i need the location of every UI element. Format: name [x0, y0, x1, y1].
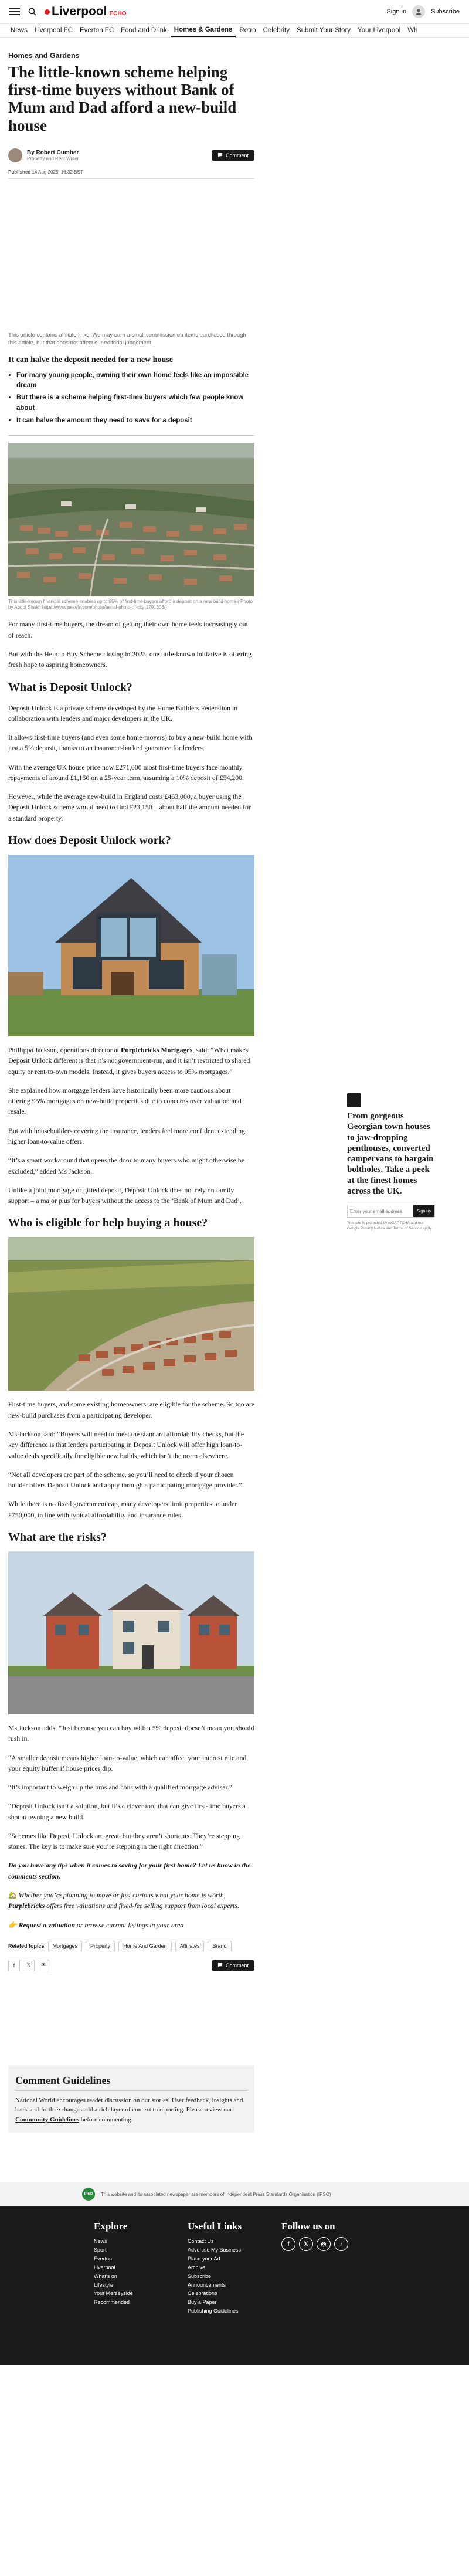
tiktok-icon[interactable]: ♪ [334, 2237, 348, 2251]
related-topics-label: Related topics [8, 1943, 45, 1949]
cta-text: or browse current listings in your area [75, 1920, 184, 1929]
purplebricks-link[interactable]: Purplebricks [8, 1902, 45, 1910]
request-valuation-link[interactable]: Request a valuation [18, 1920, 76, 1929]
footer-link[interactable]: News [94, 2238, 107, 2245]
ipso-badge-icon[interactable]: IPSO [82, 2188, 95, 2201]
logo-sub: ECHO [109, 10, 127, 17]
comment-button[interactable] [212, 1960, 254, 1971]
standfirst: It can halve the deposit needed for a new house [8, 355, 173, 364]
share-row [8, 1960, 254, 1971]
related-topics [8, 1941, 254, 1951]
guidelines-title: Comment Guidelines [15, 2075, 247, 2091]
footer-link[interactable]: Recommended [94, 2299, 130, 2306]
recaptcha-notice: This site is protected by reCAPTCHA and the Google Privacy Notice and Terms of Service apply. [347, 1221, 433, 1231]
topic-tag[interactable]: Property [86, 1941, 115, 1951]
aerial-estate-image [8, 443, 254, 596]
nav-item-your-liverpool[interactable]: Your Liverpool [358, 27, 401, 34]
publish-date [8, 170, 254, 179]
paragraph: With the average UK house price now £271,000 most first-time buyers face monthly repayments of around £1,150 on a 25-year term, assuming a 10% deposit of £54,200. [8, 762, 244, 782]
subheading: What is Deposit Unlock? [8, 680, 132, 694]
author-role: Property and Rent Writer [27, 155, 79, 161]
logo-dot-icon [45, 9, 50, 15]
footer-link[interactable]: Advertise My Business [188, 2247, 242, 2253]
paragraph: But with the Help to Buy Scheme closing in 2023, one little-known initiative is offering fresh hope to aspiring homeowners. [8, 649, 252, 669]
footer-link[interactable]: Your Merseyside [94, 2290, 133, 2297]
paragraph: However, while the average new-build in England costs £463,000, a buyer using the Deposit Unlock scheme would need to find £23,150 – about half the amount needed for a standard property. [8, 792, 251, 822]
email-input[interactable] [348, 1209, 413, 1214]
top-bar [0, 0, 469, 23]
key-point: • It can halve the amount they need to save for a deposit [16, 416, 254, 426]
paragraph [8, 1045, 254, 1077]
main-nav [0, 23, 469, 38]
paragraph: But with housebuilders covering the insurance, lenders feel more confident extending higher loan-to-value offers. [8, 1126, 245, 1145]
paragraph: “Schemes like Deposit Unlock are great, but they aren’t shortcuts. They’re stepping stones. The key is to make sure you’re stepping in the right direction.” [8, 1831, 240, 1851]
facebook-icon[interactable]: f [281, 2237, 295, 2251]
paragraph: Unlike a joint mortgage or gifted deposit, Deposit Unlock does not rely on family support – a major plus for buyers without the access to the ‘Bank of Mum and Dad’. [8, 1185, 242, 1205]
paragraph: “It’s important to weigh up the pros and cons with a qualified mortgage adviser.” [8, 1783, 232, 1792]
paragraph-text: , said: “What makes Deposit Unlock different is that it’s not government-run, and it isn’t restricted to shared equity or rent-to-own models. Instead, it gives buyers access to 95% mortgages.” [8, 1046, 250, 1076]
byline [8, 148, 254, 162]
pointing-hand-icon: 👉 [8, 1920, 17, 1929]
paragraph: “Not all developers are part of the scheme, so you’ll need to check if your chosen builder offers Deposit Unlock and apply through a participating mortgage provider.” [8, 1470, 242, 1490]
facebook-share-icon[interactable]: f [8, 1960, 20, 1971]
published-label: Published [8, 169, 31, 175]
guidelines-text-b: before commenting. [79, 2116, 133, 2123]
footer-link[interactable]: Liverpool [94, 2264, 115, 2270]
key-points [8, 371, 254, 436]
article [8, 38, 254, 2133]
footer-useful-links [188, 2221, 281, 2365]
purplebricks-mortgages-link[interactable]: Purplebricks Mortgages [120, 1046, 193, 1055]
ipso-banner [0, 2182, 469, 2206]
menu-icon[interactable] [9, 8, 20, 15]
modern-house-image [8, 855, 254, 1036]
paragraph: “A smaller deposit means higher loan-to-value, which can affect your interest rate and your equity buffer if house prices dip. [8, 1753, 247, 1772]
comment-guidelines [8, 2065, 254, 2133]
nav-item-everton-fc[interactable]: Everton FC [79, 27, 114, 34]
nav-item-news[interactable]: News [11, 27, 28, 34]
comment-icon [217, 152, 223, 158]
paragraph: She explained how mortgage lenders have historically been more cautious about offering 95% mortgages on new-build properties due to concerns over valuation and resale. [8, 1086, 242, 1116]
paragraph: While there is no fixed government cap, many developers limit properties to under £750,000, in line with typical affordability and insurance rules. [8, 1500, 237, 1519]
comment-button-label: Comment [225, 1962, 249, 1968]
guidelines-text [15, 2096, 247, 2125]
paragraph: For many first-time buyers, the dream of getting their own home feels increasingly out of reach. [8, 620, 248, 639]
footer-link[interactable]: Lifestyle [94, 2282, 114, 2288]
instagram-icon[interactable]: ◎ [317, 2237, 331, 2251]
footer-link[interactable]: Celebrations [188, 2290, 217, 2297]
paragraph [8, 1890, 254, 1911]
nav-item-celebrity[interactable]: Celebrity [263, 27, 290, 34]
topic-tag[interactable]: Brand [208, 1941, 231, 1951]
footer-heading: Follow us on [281, 2221, 335, 2232]
published-date: 14 Aug 2025, 16:32 BST [32, 169, 83, 175]
newsletter-promo [347, 1093, 435, 1231]
site-footer [0, 2206, 469, 2365]
footer-link[interactable]: Publishing Guidelines [188, 2308, 239, 2314]
reader-question: Do you have any tips when it comes to saving for your first home? Let us know in the comments section. [8, 1861, 251, 1880]
author-name[interactable]: By Robert Cumber [27, 149, 79, 156]
promo-thumbnail [347, 1093, 361, 1107]
comment-icon [217, 1962, 223, 1968]
x-icon[interactable]: 𝕏 [299, 2237, 313, 2251]
headline: The little-known scheme helping first-time buyers without Bank of Mum and Dad afford a new-build house [8, 63, 237, 134]
sign-in-link[interactable]: Sign in [386, 8, 407, 15]
new-development-image [8, 1237, 254, 1391]
footer-link[interactable]: Archive [188, 2264, 206, 2270]
paragraph: Ms Jackson said: “Buyers will need to meet the standard affordability checks, but the key difference is that lenders participating in Deposit Unlock will offer high loan-to-value deals specifically for eligible new builds, which isn’t the norm elsewhere. [8, 1429, 244, 1460]
sidebar [254, 38, 461, 2133]
paragraph: Ms Jackson adds: “Just because you can buy with a 5% deposit doesn’t mean you should rush in. [8, 1723, 254, 1743]
paragraph-text: offers free valuations and fixed-fee selling support from local experts. [45, 1902, 239, 1910]
footer-link[interactable]: Buy a Paper [188, 2299, 217, 2306]
image-caption: This little-known financial scheme enables up to 95% of first-time buyers afford a deposit on a new build home ( Photo by Abdul Shakh https://www.pexels.com/photo/aerial-photo-of-city-1791306/) [8, 598, 253, 610]
footer-link[interactable]: Place your Ad [188, 2256, 220, 2262]
new-build-street-image [8, 1551, 254, 1714]
topic-tag[interactable]: Home And Garden [118, 1941, 172, 1951]
key-point: • For many young people, owning their own home feels like an impossible dream [16, 371, 254, 392]
subheading: Who is eligible for help buying a house? [8, 1216, 208, 1230]
footer-link[interactable]: Contact Us [188, 2238, 214, 2245]
section-label[interactable]: Homes and Gardens [8, 52, 80, 60]
affiliate-disclosure: This article contains affiliate links. We may earn a small commission on items purchased through this article, but that does not affect our editorial judgement. [8, 331, 246, 347]
comment-button[interactable] [212, 150, 254, 161]
footer-link[interactable]: Sport [94, 2247, 107, 2253]
nav-item-wh[interactable]: Wh [407, 27, 418, 34]
promo-headline: From gorgeous Georgian town houses to jaw-dropping penthouses, converted campervans to bargain boltholes. Take a peek at the finest homes across the UK. [347, 1111, 434, 1197]
nav-item-homes-gardens[interactable]: Homes & Gardens [171, 24, 236, 37]
footer-link[interactable]: What's on [94, 2273, 117, 2279]
footer-explore [94, 2221, 188, 2365]
search-icon[interactable] [26, 5, 39, 18]
site-logo[interactable] [45, 5, 126, 19]
key-point: • But there is a scheme helping first-time buyers which few people know about [16, 393, 254, 414]
footer-heading: Useful Links [188, 2221, 242, 2232]
subscribe-link[interactable]: Subscribe [431, 8, 460, 15]
newsletter-form [347, 1205, 435, 1218]
nav-item-submit-your-story[interactable]: Submit Your Story [296, 27, 351, 34]
sign-up-button[interactable]: Sign up [413, 1205, 434, 1217]
author-avatar[interactable] [8, 148, 22, 162]
paragraph: First-time buyers, and some existing homeowners, are eligible for the scheme. So too are new-build purchases from a participating developer. [8, 1400, 254, 1419]
paragraph: Deposit Unlock is a private scheme developed by the Home Builders Federation in collaboration with lenders and major developers in the UK. [8, 703, 238, 723]
email-share-icon[interactable]: ✉ [38, 1960, 49, 1971]
paragraph: “It’s a smart workaround that opens the door to many buyers who might otherwise be excluded,” added Ms Jackson. [8, 1156, 244, 1175]
nav-item-liverpool-fc[interactable]: Liverpool FC [34, 27, 73, 34]
footer-link[interactable]: Everton [94, 2256, 113, 2262]
subheading: How does Deposit Unlock work? [8, 834, 171, 848]
paragraph: “Deposit Unlock isn’t a solution, but it’s a clever tool that can give first-time buyers a shot at owning a new build. [8, 1802, 246, 1821]
nav-item-retro[interactable]: Retro [239, 27, 256, 34]
topic-tag[interactable]: Affiliates [175, 1941, 205, 1951]
nav-item-food-and-drink[interactable]: Food and Drink [121, 27, 167, 34]
subheading: What are the risks? [8, 1530, 107, 1544]
footer-follow [281, 2221, 375, 2365]
logo-main: Liverpool [52, 5, 107, 18]
ipso-text: This website and its associated newspaper are members of Independent Press Standards Organisation (IPSO) [101, 2191, 331, 2197]
guidelines-text-a: National World encourages reader discussion on our stories. User feedback, insights and back-and-forth exchanges add a rich layer of context to reporting. Please review our [15, 2096, 243, 2114]
paragraph-text: 🏡 Whether you’re planning to move or just curious what your home is worth, [8, 1891, 226, 1900]
paragraph: It allows first-time buyers (and even some home-movers) to buy a new-build home with just a 5% deposit, thanks to an insurance-backed guarantee for lenders. [8, 733, 252, 753]
footer-link[interactable]: Subscribe [188, 2273, 212, 2279]
valuation-cta [8, 1920, 254, 1930]
footer-link[interactable]: Announcements [188, 2282, 226, 2288]
topic-tag[interactable]: Mortgages [48, 1941, 83, 1951]
community-guidelines-link[interactable]: Community Guidelines [15, 2116, 80, 2123]
comment-button-label: Comment [225, 152, 249, 158]
footer-heading: Explore [94, 2221, 128, 2232]
user-icon[interactable] [412, 5, 425, 18]
paragraph-text: Phillippa Jackson, operations director at [8, 1046, 121, 1055]
x-share-icon[interactable]: 𝕏 [23, 1960, 35, 1971]
